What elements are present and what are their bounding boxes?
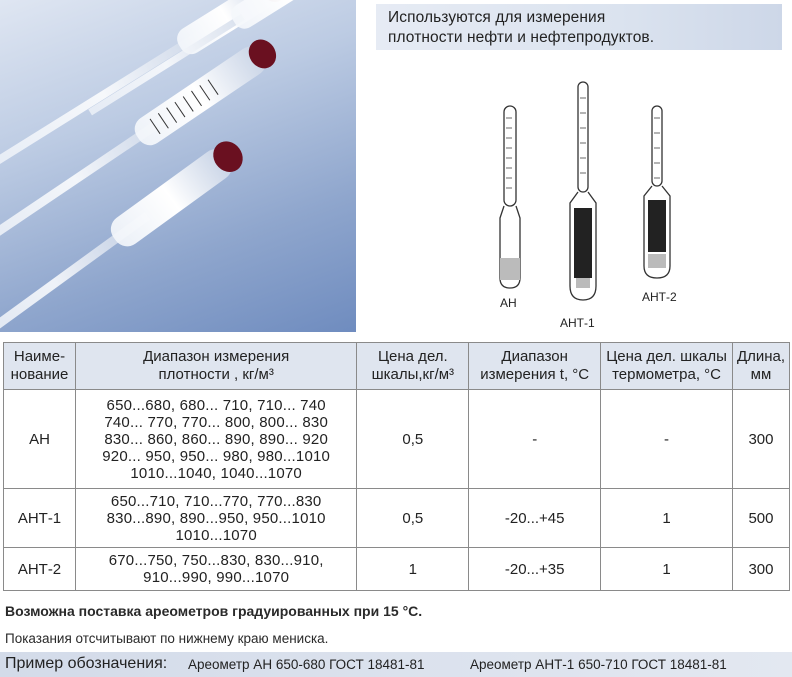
intro-line-1: Используются для измерения: [388, 9, 606, 26]
example-label: Пример обозначения:: [5, 655, 168, 672]
hydrometer-photo: [0, 0, 356, 332]
supply-note: Возможна поставка ареометров градуированных при 15 °С.: [5, 603, 423, 619]
intro-line-2: плотности нефти и нефтепродуктов.: [388, 29, 655, 46]
reading-note: Показания отсчитывают по нижнему краю мениска.: [5, 631, 329, 646]
cell-temp-range: -: [469, 390, 601, 489]
cell-therm-division: -: [601, 390, 733, 489]
hydrometer-diagram: [490, 78, 730, 333]
hydrometer-photo-drawing: [0, 0, 356, 332]
cell-therm-division: 1: [601, 489, 733, 548]
cell-range: 650...710, 710...770, 770...830 830...890, 890...950, 950...1010 1010...1070: [75, 489, 356, 548]
cell-temp-range: -20...+35: [469, 548, 601, 591]
diagram-ant1: [570, 82, 596, 300]
example-item-2: Ареометр АНТ-1 650-710 ГОСТ 18481-81: [470, 657, 727, 672]
table-row: [4, 548, 790, 591]
cell-therm-division: 1: [601, 548, 733, 591]
header-therm-division: Цена дел. шкалы термометра, °C: [601, 343, 733, 390]
diagram-an: [500, 106, 520, 288]
table-header-row: [4, 343, 790, 390]
cell-division: 0,5: [357, 390, 469, 489]
header-name: Наиме- нование: [4, 343, 76, 390]
example-bar: [0, 652, 792, 677]
cell-name: АНТ-1: [4, 489, 76, 548]
diagram-label-ant2: АНТ-2: [642, 290, 677, 304]
cell-length: 300: [732, 390, 789, 489]
cell-name: АН: [4, 390, 76, 489]
spec-table: [3, 342, 790, 591]
table-row: [4, 390, 790, 489]
table-row: [4, 489, 790, 548]
header-division: Цена дел. шкалы,кг/м³: [357, 343, 469, 390]
cell-length: 500: [732, 489, 789, 548]
header-temp-range: Диапазон измерения t, °C: [469, 343, 601, 390]
cell-length: 300: [732, 548, 789, 591]
cell-temp-range: -20...+45: [469, 489, 601, 548]
cell-range: 670...750, 750...830, 830...910, 910...990, 990...1070: [75, 548, 356, 591]
cell-division: 0,5: [357, 489, 469, 548]
header-length: Длина, мм: [732, 343, 789, 390]
diagram-label-an: АН: [500, 296, 517, 310]
diagram-label-ant1: АНТ-1: [560, 316, 595, 330]
hydrometer-diagram-drawing: [490, 78, 730, 333]
intro-note: [376, 4, 782, 50]
diagram-ant2: [644, 106, 670, 278]
cell-range: 650...680, 680... 710, 710... 740 740... 770, 770... 800, 800... 830 830... 860, 860... 890, 890... 920 920... 950, 950... 980, 980...1010 1010...1040, 1040...1070: [75, 390, 356, 489]
header-range: Диапазон измерения плотности , кг/м³: [75, 343, 356, 390]
cell-name: АНТ-2: [4, 548, 76, 591]
cell-division: 1: [357, 548, 469, 591]
example-item-1: Ареометр АН 650-680 ГОСТ 18481-81: [188, 657, 425, 672]
